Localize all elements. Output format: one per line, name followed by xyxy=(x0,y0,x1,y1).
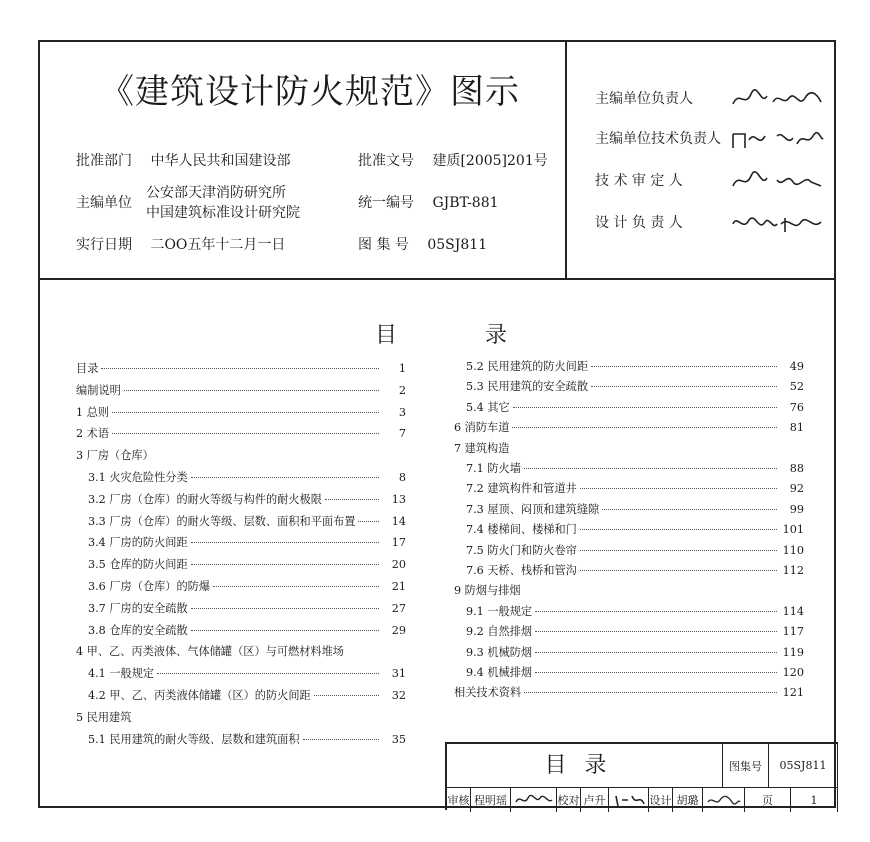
approval-doc-label: 批准文号 xyxy=(358,153,414,169)
toc-dot-leader xyxy=(512,427,777,428)
toc-entry-page: 110 xyxy=(782,543,804,557)
toc-entry-page: 29 xyxy=(391,623,406,637)
toc-entry xyxy=(466,623,804,639)
toc-dot-leader xyxy=(191,608,379,609)
header-info-panel xyxy=(40,42,567,280)
toc-entry-label: 4.1 一般规定 xyxy=(88,667,155,681)
responsible-row xyxy=(595,126,825,152)
toc-dot-leader xyxy=(101,368,379,369)
effective-date-label: 实行日期 xyxy=(76,237,132,253)
responsible-row xyxy=(595,210,825,236)
review-label: 审核 xyxy=(447,788,471,812)
toc-entry-label: 5.4 其它 xyxy=(466,400,510,414)
toc-dot-leader xyxy=(513,407,777,408)
toc-dot-leader xyxy=(535,631,777,632)
page-number: 1 xyxy=(791,788,838,812)
toc-entry-page: 20 xyxy=(391,558,406,572)
toc-entry xyxy=(454,582,804,598)
toc-entry-page: 99 xyxy=(789,502,804,516)
toc-entry-page: 117 xyxy=(782,625,804,639)
toc-dot-leader xyxy=(535,652,777,653)
approval-dept-row xyxy=(76,150,290,170)
toc-entry xyxy=(454,419,804,435)
toc-entry-label: 4.2 甲、乙、丙类液体储罐（区）的防火间距 xyxy=(88,689,311,702)
toc-entry xyxy=(466,399,804,415)
toc-entry xyxy=(466,644,804,660)
toc-entry-page: 120 xyxy=(782,666,804,679)
toc-entry-label: 7.5 防火门和防火卷帘 xyxy=(466,543,577,557)
toc-entry xyxy=(466,460,804,476)
toc-entry-page: 21 xyxy=(391,580,406,593)
unified-no-value: GJBT-881 xyxy=(432,195,499,211)
toc-entry-label: 7.1 防火墙 xyxy=(466,462,521,475)
toc-entry-page: 76 xyxy=(789,400,804,414)
toc-entry xyxy=(466,664,804,680)
atlas-no-label: 图 集 号 xyxy=(358,237,409,253)
approval-doc-value: 建质[2005]201号 xyxy=(432,153,548,169)
toc-entry-page: 49 xyxy=(789,360,804,373)
toc-dot-leader xyxy=(314,695,379,696)
toc-entry xyxy=(76,382,406,398)
toc-dot-leader xyxy=(591,366,777,367)
title-block-atlas-no: 05SJ811 xyxy=(769,744,838,788)
toc-entry xyxy=(88,513,406,529)
toc-dot-leader xyxy=(524,692,777,693)
toc-entry-label: 相关技术资料 xyxy=(454,686,522,700)
handwritten-signature xyxy=(729,168,825,194)
toc-dot-leader xyxy=(580,550,777,551)
toc-entry-label: 9.3 机械防烟 xyxy=(466,645,533,659)
toc-entry xyxy=(466,603,804,619)
toc-dot-leader xyxy=(535,611,777,612)
responsible-role: 主编单位技术负责人 xyxy=(595,131,721,147)
toc-dot-leader xyxy=(535,672,777,673)
toc-entry-label: 6 消防车道 xyxy=(454,421,510,435)
toc-dot-leader xyxy=(580,529,777,530)
toc-entry-page: 8 xyxy=(398,471,406,484)
toc-entry-page: 17 xyxy=(391,536,406,550)
toc-dot-leader xyxy=(591,386,777,387)
toc-entry-label: 3.7 厂房的安全疏散 xyxy=(88,601,188,615)
toc-title: 目录 xyxy=(375,323,596,348)
toc-entry-label: 7.4 楼梯间、楼梯和门 xyxy=(466,523,577,537)
editor-unit-1: 公安部天津消防研究所 xyxy=(146,185,286,201)
toc-entry-page: 7 xyxy=(398,427,406,441)
toc-entry-label: 5.1 民用建筑的耐火等级、层数和建筑面积 xyxy=(88,732,300,746)
atlas-no-value: 05SJ811 xyxy=(427,237,488,253)
toc-dot-leader xyxy=(112,433,379,434)
approval-dept-value: 中华人民共和国建设部 xyxy=(150,153,291,169)
responsible-role: 主编单位负责人 xyxy=(595,91,693,107)
toc-dot-leader xyxy=(112,412,379,413)
toc-entry xyxy=(76,360,406,376)
toc-entry xyxy=(76,643,406,659)
toc-entry xyxy=(466,542,804,558)
atlas-no-row xyxy=(358,234,487,254)
toc-entry xyxy=(88,578,406,594)
toc-entry-label: 编制说明 xyxy=(76,383,121,397)
toc-dot-leader xyxy=(191,630,379,631)
toc-entry-page: 32 xyxy=(391,689,406,702)
responsible-row xyxy=(595,86,825,112)
toc-entry xyxy=(466,378,804,394)
designer-signature xyxy=(703,788,745,812)
responsible-row xyxy=(595,168,825,194)
responsibles-panel xyxy=(567,42,834,280)
toc-entry-label: 7 建筑构造 xyxy=(454,441,510,455)
toc-entry-page: 1 xyxy=(398,362,406,375)
unified-no-label: 统一编号 xyxy=(358,195,414,211)
toc-entry xyxy=(466,480,804,496)
toc-entry-label: 3.3 厂房（仓库）的耐火等级、层数、面积和平面布置 xyxy=(88,514,356,528)
title-block-name: 目录 xyxy=(447,744,723,788)
toc-dot-leader xyxy=(325,499,379,500)
toc-entry-page: 121 xyxy=(782,686,804,700)
toc-entry-page: 35 xyxy=(391,732,406,746)
toc-entry-label: 3.1 火灾危险性分类 xyxy=(88,471,188,484)
toc-entry xyxy=(88,622,406,638)
title-block-signoff-row xyxy=(447,788,838,812)
toc-entry-label: 3.8 仓库的安全疏散 xyxy=(88,623,188,637)
toc-entry-label: 目录 xyxy=(76,362,99,375)
toc-entry-label: 3.5 仓库的防火间距 xyxy=(88,558,188,572)
toc-entry xyxy=(76,404,406,420)
toc-entry-page: 27 xyxy=(391,601,406,615)
toc-entry-label: 7.6 天桥、栈桥和管沟 xyxy=(466,564,577,577)
toc-dot-leader xyxy=(580,570,777,571)
toc-entry-label: 3.2 厂房（仓库）的耐火等级与构件的耐火极限 xyxy=(88,492,322,506)
toc-entry xyxy=(76,447,406,463)
toc-entry-page: 92 xyxy=(789,482,804,496)
unified-no-row xyxy=(358,192,499,212)
toc-entry xyxy=(76,709,406,725)
toc-entry-page: 119 xyxy=(782,645,804,659)
toc-entry-page: 112 xyxy=(782,564,804,577)
toc-entry xyxy=(88,556,406,572)
drawing-sheet xyxy=(38,40,836,808)
toc-entry-page: 81 xyxy=(789,421,804,435)
handwritten-signature xyxy=(729,86,825,112)
toc-dot-leader xyxy=(213,586,379,587)
toc-dot-leader xyxy=(602,509,777,510)
toc-entry-page: 3 xyxy=(398,405,406,419)
toc-entry xyxy=(88,687,406,703)
toc-dot-leader xyxy=(157,673,379,674)
toc-entry xyxy=(88,665,406,681)
toc-entry xyxy=(76,425,406,441)
toc-dot-leader xyxy=(191,542,379,543)
toc-dot-leader xyxy=(191,564,379,565)
toc-entry-label: 3.6 厂房（仓库）的防爆 xyxy=(88,580,211,593)
approval-dept-label: 批准部门 xyxy=(76,153,132,169)
toc-entry xyxy=(88,491,406,507)
toc-dot-leader xyxy=(191,477,379,478)
title-block-atlas-label: 图集号 xyxy=(723,744,769,788)
title-block xyxy=(445,742,838,810)
toc-entry-label: 5.3 民用建筑的安全疏散 xyxy=(466,380,589,394)
toc-entry xyxy=(466,521,804,537)
handwritten-signature xyxy=(729,210,825,236)
approval-doc-row xyxy=(358,150,548,170)
toc-entry xyxy=(88,600,406,616)
reviewer-signature xyxy=(511,788,557,812)
handwritten-signature xyxy=(729,126,825,152)
responsible-role: 设 计 负 责 人 xyxy=(595,215,683,231)
toc-entry-label: 7.2 建筑构件和管道井 xyxy=(466,482,577,496)
document-title: 《建筑设计防火规范》图示 xyxy=(100,72,520,112)
toc-dot-leader xyxy=(580,488,777,489)
toc-entry xyxy=(88,469,406,485)
editor-unit-2: 中国建筑标准设计研究院 xyxy=(146,205,300,221)
toc-entry-page: 52 xyxy=(789,380,804,394)
toc-entry xyxy=(88,534,406,550)
toc-entry xyxy=(454,440,804,456)
toc-entry-page: 14 xyxy=(391,514,406,528)
toc-entry-page: 88 xyxy=(789,462,804,475)
toc-entry xyxy=(466,562,804,578)
toc-entry xyxy=(466,501,804,517)
toc-dot-leader xyxy=(303,739,379,740)
effective-date-value: 二OO五年十二月一日 xyxy=(150,237,286,253)
toc-entry-page: 114 xyxy=(782,604,804,618)
toc-entry-label: 1 总则 xyxy=(76,405,110,419)
design-label: 设计 xyxy=(649,788,673,812)
editor-unit-label: 主编单位 xyxy=(76,195,132,211)
toc-entry-label: 5.2 民用建筑的防火间距 xyxy=(466,360,589,373)
toc-entry-label: 9.4 机械排烟 xyxy=(466,666,533,679)
toc-entry-label: 3.4 厂房的防火间距 xyxy=(88,536,188,550)
toc-entry-label: 7.3 屋顶、闷顶和建筑缝隙 xyxy=(466,502,600,516)
toc-entry-label: 9.1 一般规定 xyxy=(466,604,533,618)
effective-date-row xyxy=(76,234,285,254)
toc-entry-label: 9 防烟与排烟 xyxy=(454,584,521,598)
toc-entry-label: 2 术语 xyxy=(76,427,110,441)
toc-entry-label: 5 民用建筑 xyxy=(76,710,132,724)
toc-entry xyxy=(454,684,804,700)
responsible-role: 技 术 审 定 人 xyxy=(595,173,683,189)
proofer-name: 卢升 xyxy=(581,788,609,812)
proofer-signature xyxy=(609,788,649,812)
toc-entry-page: 31 xyxy=(391,667,406,681)
toc-entry-label: 9.2 自然排烟 xyxy=(466,625,533,639)
toc-entry xyxy=(88,731,406,747)
toc-dot-leader xyxy=(124,390,379,391)
toc-dot-leader xyxy=(358,521,379,522)
toc-entry-page: 13 xyxy=(391,492,406,506)
toc-entry-label: 3 厂房（仓库） xyxy=(76,449,154,463)
toc-entry-label: 4 甲、乙、丙类液体、气体储罐（区）与可燃材料堆场 xyxy=(76,645,344,659)
reviewer-name: 程明瑶 xyxy=(471,788,511,812)
toc-entry-page: 2 xyxy=(398,383,406,397)
toc-entry xyxy=(466,358,804,374)
designer-name: 胡璐 xyxy=(673,788,703,812)
toc-entry-page: 101 xyxy=(782,523,804,537)
proof-label: 校对 xyxy=(557,788,581,812)
page-label: 页 xyxy=(745,788,791,812)
toc-dot-leader xyxy=(524,468,777,469)
